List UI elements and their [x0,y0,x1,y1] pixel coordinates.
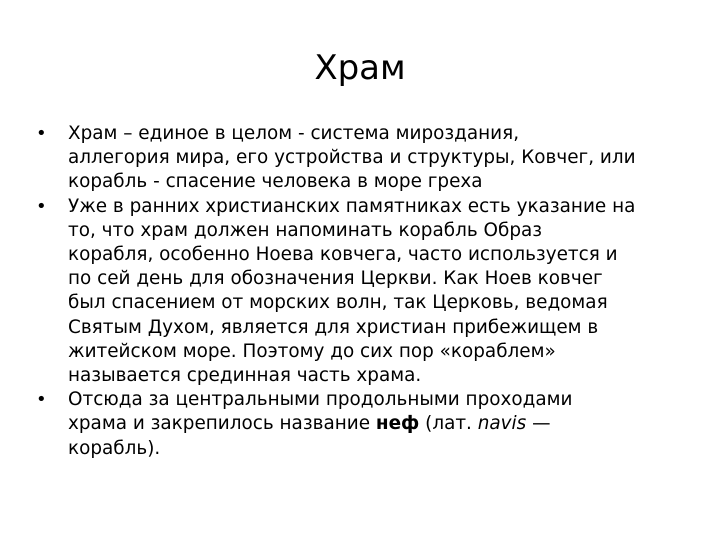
list-item-text-start: Отсюда за центральными продольными проходами храма и закрепилось название [68,389,573,435]
bullet-icon: • [36,389,47,411]
list-item-text-end: — корабль). [68,413,551,459]
list-item-text: Храм – единое в целом - система мироздания, аллегория мира, его устройства и структуры, Ковчег, или корабль - спасение человека в море греха [68,123,636,193]
term-navis: navis [477,413,527,435]
list-item [36,388,688,461]
list-item [36,122,688,195]
bullet-icon: • [36,123,47,144]
list-item-text-mid: (лат. [419,413,478,435]
bullet-icon: • [36,195,47,217]
list-item [36,195,688,389]
slide-title: Храм [314,48,406,88]
list-item-text: Уже в ранних христианских памятниках есть указание на то, что храм должен напоминать корабль Образ корабля, особенно Ноева ковчега, часто используется и по сей день для обозначения Церкви. Как Ноев ковчег был спасением от морских волн, так Церковь, ведомая Святым Духом, является для христиан прибежищем в житейском море. Поэтому до сих пор «кораблем» называется срединная часть храма. [68,195,636,387]
term-nef: неф [375,413,420,435]
bullet-list [36,122,688,461]
